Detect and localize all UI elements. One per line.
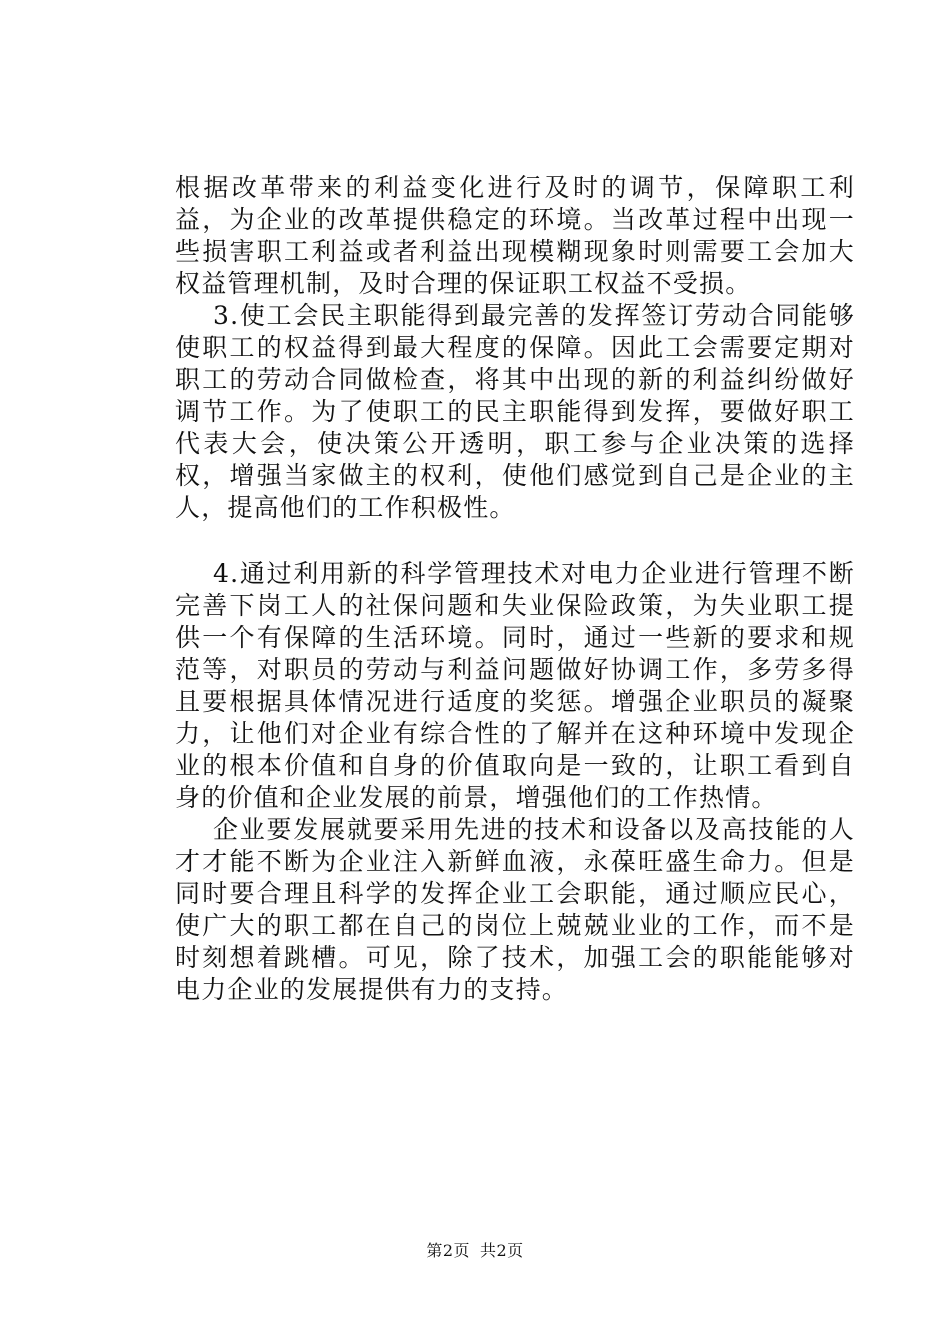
page-footer [0,1238,950,1261]
paragraph-item-3: 3.使工会民主职能得到最完善的发挥签订劳动合同能够使职工的权益得到最大程度的保障。因此工会需要定期对职工的劳动合同做检查，将其中出现的新的利益纠纷做好调节工作。为了使职工的民主职能得到发挥，要做好职工代表大会，使决策公开透明，职工参与企业决策的选择权，增强当家做主的权利，使他们感觉到自己是企业的主人，提高他们的工作积极性。 [175,301,855,522]
paragraph-conclusion: 企业要发展就要采用先进的技术和设备以及高技能的人才才能不断为企业注入新鲜血液，永葆旺盛生命力。但是同时要合理且科学的发挥企业工会职能，通过顺应民心，使广大的职工都在自己的岗位上兢兢业业的工作，而不是时刻想着跳槽。可见，除了技术，加强工会的职能能够对电力企业的发展提供有力的支持。 [175,815,855,1004]
document-body [175,172,855,1006]
paragraph-item-4: 4.通过利用新的科学管理技术对电力企业进行管理不断完善下岗工人的社保问题和失业保险政策，为失业职工提供一个有保障的生活环境。同时，通过一些新的要求和规范等，对职员的劳动与利益问题做好协调工作，多劳多得且要根据具体情况进行适度的奖惩。增强企业职员的凝聚力，让他们对企业有综合性的了解并在这种环境中发现企业的根本价值和自身的价值取向是一致的，让职工看到自身的价值和企业发展的前景，增强他们的工作热情。 [175,559,855,812]
paragraph-continuation: 根据改革带来的利益变化进行及时的调节，保障职工利益，为企业的改革提供稳定的环境。当改革过程中出现一些损害职工利益或者利益出现模糊现象时则需要工会加大权益管理机制，及时合理的保证职工权益不受损。 [175,173,855,298]
page-number-total: 共2页 [480,1241,524,1260]
page-number-current: 第2页 [426,1241,470,1260]
